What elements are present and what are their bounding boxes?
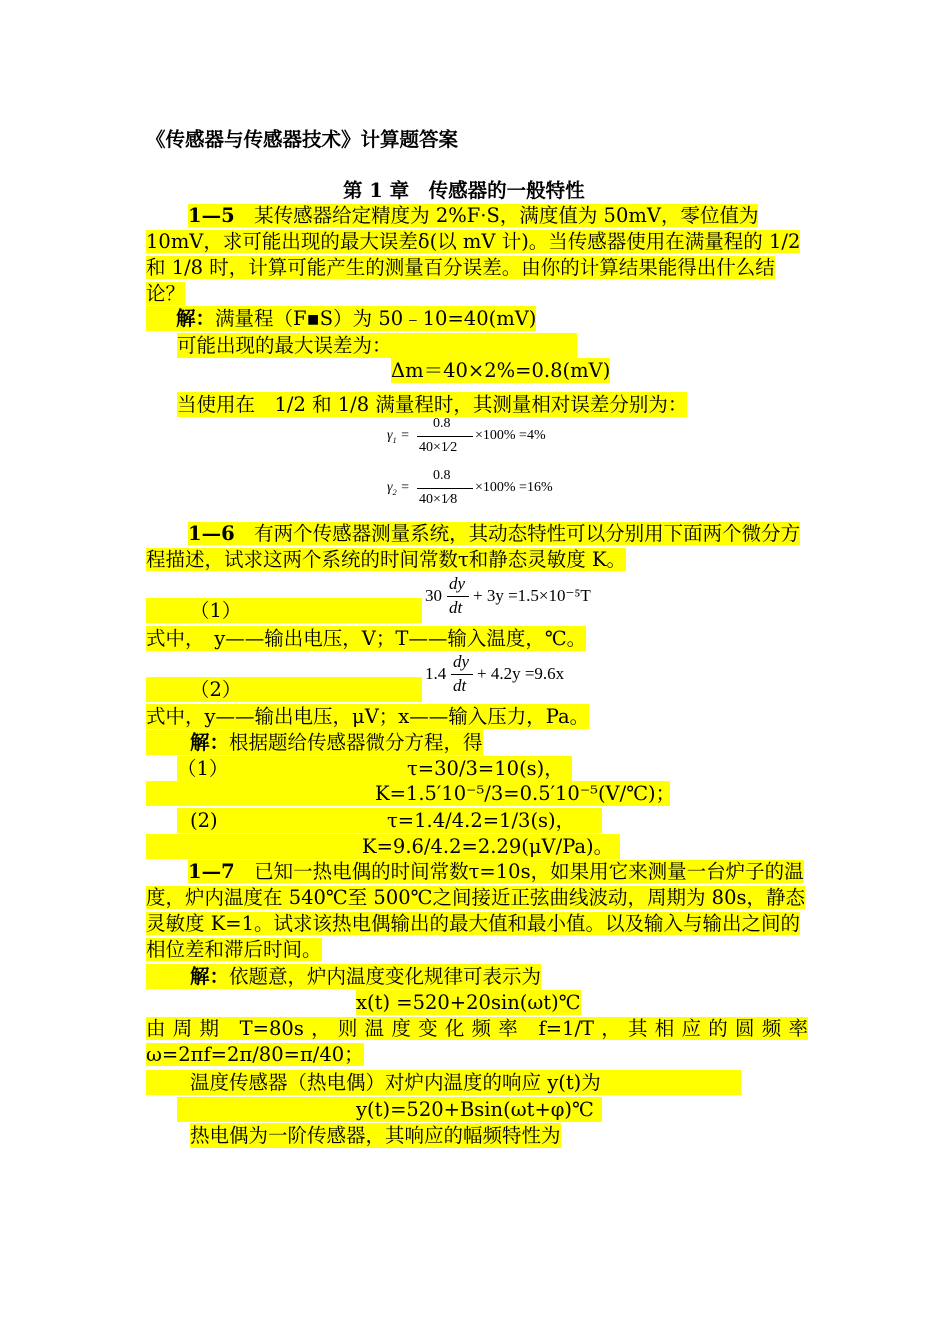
problem-label: 1—7 [188,860,235,883]
solution-line: 热电偶为一阶传感器，其响应的幅频特性为 [190,1124,561,1147]
problem-1-5 [146,203,808,307]
equation-2: 1.4 dy dt + 4.2y =9.6x [425,652,565,695]
solution-line: 可能出现的最大误差为： [177,333,577,358]
chapter-title: 第 1 章 传感器的一般特性 [343,179,585,202]
solution-k: K=9.6/4.2=2.29(μV/Pa)。 [362,835,614,858]
equation-note: 式中， y——输出电压，V；T——输入温度，℃。 [146,627,587,650]
equation-1: 30 dy dt + 3y =1.5×10⁻⁵T [425,574,591,617]
equation-label: （2） [190,678,242,701]
solution-case-label: （1） [177,757,229,780]
solution-line: 解：依题意，炉内温度变化规律可表示为 [146,964,541,989]
equation-input: x(t) =520+20sin(ωt)℃ [356,991,581,1014]
problem-text: 某传感器给定精度为 2%F·S，满度值为 50mV，零位值为 10mV，求可能出现的最大误差δ(以 mV 计)。当传感器使用在满量程的 1/2 和 1/8 时，计算可能产生的测量百分误差。由你的计算结果能得出什么结论？ [146,204,801,305]
equation-note: 式中，y——输出电压，μV；x——输入压力，Pa。 [146,705,590,728]
problem-1-7 [146,859,808,963]
period-paragraph: 由周期 T=80s，则温度变化频率 f=1/T，其相应的圆频率 ω=2πf=2π/80=π/40； [146,1017,808,1066]
highlight-bar [146,598,422,623]
equation-label: （1） [190,599,242,622]
equation-gamma1: $\gamma_1$ = 0.8 40×1⁄2 ×100% =4% [387,416,546,455]
problem-text: 有两个传感器测量系统，其动态特性可以分别用下面两个微分方程描述，试求这两个系统的时间常数τ和静态灵敏度 K。 [146,522,801,571]
solution-line: 解：根据题给传感器微分方程，得 [146,730,483,755]
solution-case-label: (2) [190,809,218,832]
solution-line: 温度传感器（热电偶）对炉内温度的响应 y(t)为 [146,1070,741,1095]
problem-label: 1—6 [188,522,235,545]
solution-line: 解：满量程（F▪S）为 50﹣10=40(mV) [146,306,536,331]
equation-gamma2: $\gamma_2$ = 0.8 40×1⁄8 ×100% =16% [387,468,553,507]
solution-tau: τ=1.4/4.2=1/3(s)， [387,809,576,832]
solution-line: 当使用在 1/2 和 1/8 满量程时，其测量相对误差分别为： [177,393,688,416]
solution-tau: τ=30/3=10(s)， [407,757,564,780]
equation-output: y(t)=520+Bsin(ωt+φ)℃ [356,1098,594,1121]
solution-k: K=1.5′10⁻⁵/3=0.5′10⁻⁵(V/℃)； [375,782,676,805]
document-title: 《传感器与传感器技术》计算题答案 [146,128,459,151]
highlight-bar [146,677,422,702]
problem-text: 已知一热电偶的时间常数τ=10s，如果用它来测量一台炉子的温度，炉内温度在 540℃至 500℃之间接近正弦曲线波动，周期为 80s，静态灵敏度 K=1。试求该热电偶输出的最大值和最小值。以及输入与输出之间的相位差和滞后时间。 [146,860,805,961]
problem-1-6 [146,521,808,573]
problem-label: 1—5 [188,204,235,227]
equation-max-error: Δm＝40×2%=0.8(mV) [391,359,611,382]
